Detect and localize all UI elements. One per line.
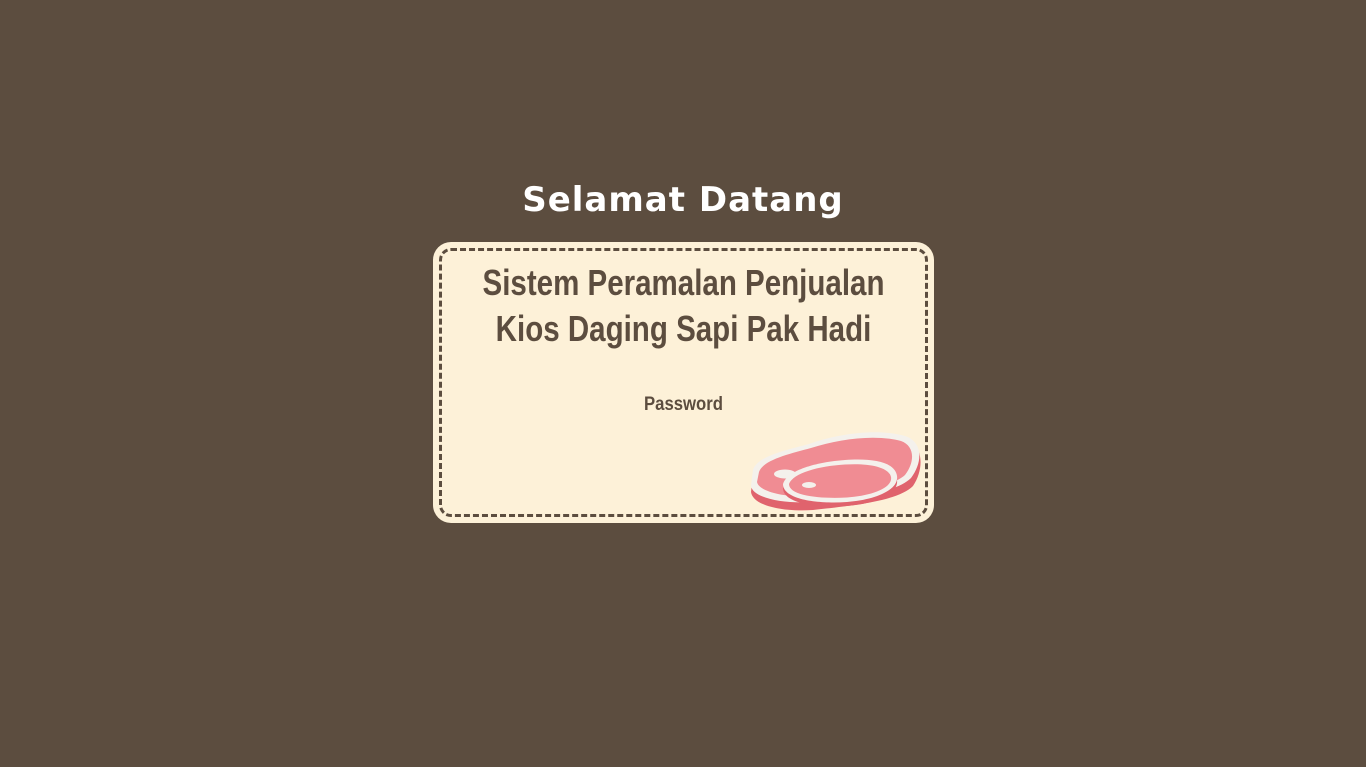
- welcome-heading: Selamat Datang: [522, 180, 844, 220]
- meat-steak-icon: [747, 430, 923, 514]
- app-title: [478, 260, 889, 352]
- password-label: Password: [643, 394, 723, 415]
- app-title-line-2: Kios Daging Sapi Pak Hadi: [495, 308, 872, 349]
- login-card: [433, 242, 934, 523]
- app-title-line-1: Sistem Peramalan Penjualan: [482, 262, 885, 303]
